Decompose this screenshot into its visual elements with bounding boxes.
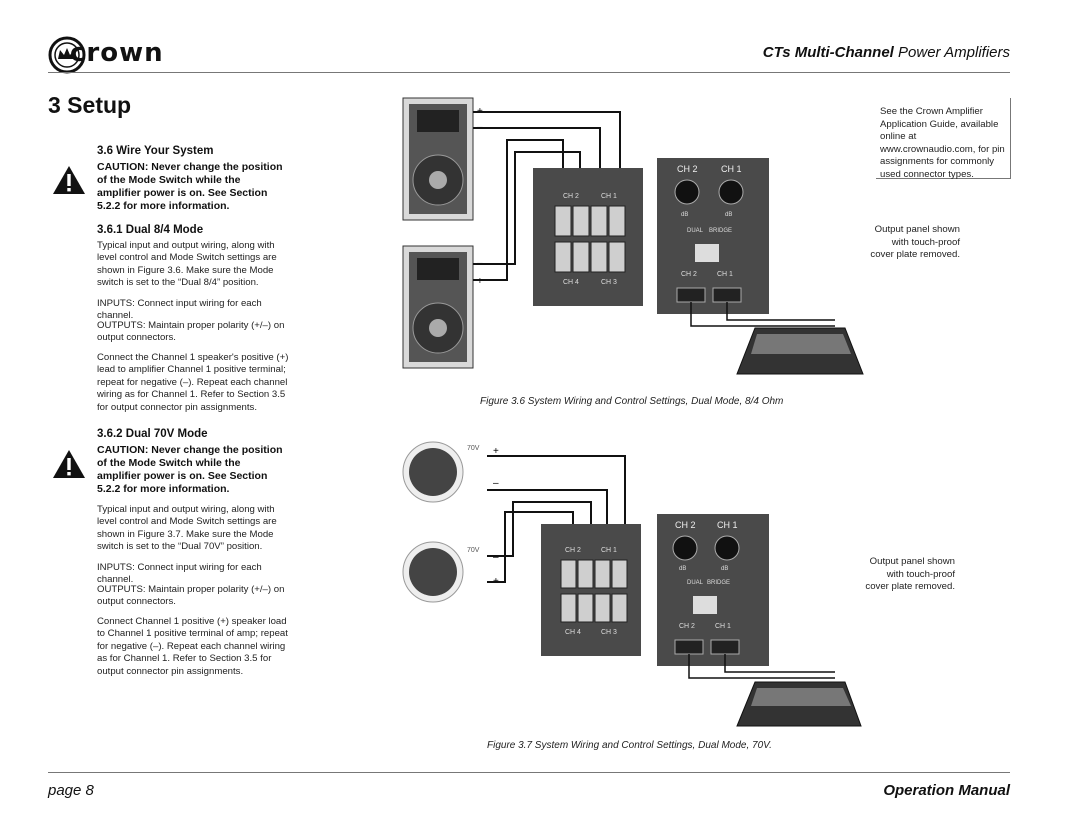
side-note: See the Crown Amplifier Application Guide, available online at www.crownaudio.com, for pin assignments for commonly used connector types. <box>880 106 1005 180</box>
polarity-minus-label: – <box>477 122 483 133</box>
polarity-minus-label: – <box>477 258 483 269</box>
dual84-p4: Connect the Channel 1 speaker's positive (+) lead to amplifier Channel 1 positive terminal; repeat for negative (–). Repeat each channel wiring as for Channel 1. Refer to Section 3.5 for output connector pin assignments. <box>97 352 289 413</box>
polarity-plus-label: + <box>493 576 499 587</box>
figure-3-6-caption: Figure 3.6 System Wiring and Control Settings, Dual Mode, 8/4 Ohm <box>480 396 784 407</box>
wire-caution: CAUTION: Never change the position of the Mode Switch while the amplifier power is on. See Section 5.2.2 for more information. <box>97 161 283 212</box>
ch1-label: CH 1 <box>715 623 731 630</box>
header-title-bold: CTs Multi-Channel <box>762 44 894 61</box>
polarity-minus-label: – <box>493 552 499 563</box>
amp-control-panel <box>657 158 769 314</box>
mixer-console-icon <box>737 682 861 726</box>
level-knob-icon <box>719 180 743 204</box>
db-label: dB <box>721 566 729 572</box>
dual84-p1: Typical input and output wiring, along with level control and Mode Switch settings are shown in Figure 3.6. Make sure the Mode switch is set to the “Dual 8/4” position. <box>97 240 277 289</box>
footer-rule <box>48 772 1010 773</box>
dual70-heading: 3.6.2 Dual 70V Mode <box>97 428 208 440</box>
level-knob-icon <box>715 536 739 560</box>
ch4-label: CH 4 <box>565 629 581 636</box>
70v-label: 70V <box>467 445 480 452</box>
figure-3-6-diagram <box>395 92 875 392</box>
output-connector-icon <box>677 288 705 302</box>
dual70-p1: Typical input and output wiring, along with level control and Mode Switch settings are shown in Figure 3.7. Make sure the Mode switch is set to the “Dual 70V” position. <box>97 504 277 553</box>
level-knob-icon <box>675 180 699 204</box>
brand-wordmark: crown <box>70 38 164 68</box>
section-title: 3 Setup <box>48 92 132 118</box>
dual70-p4: Connect Channel 1 positive (+) speaker load to Channel 1 positive terminal of amp; repeat for negative (–). Repeat each channel wiring as for Channel 1. Refer to Section 3.5 for output connector pin assignments. <box>97 616 288 677</box>
db-label: dB <box>679 566 687 572</box>
dual-label: DUAL <box>687 580 704 586</box>
ch1-label: CH 1 <box>717 520 738 530</box>
figure-3-7-caption: Figure 3.7 System Wiring and Control Settings, Dual Mode, 70V. <box>487 740 772 751</box>
polarity-minus-label: – <box>493 478 499 489</box>
dual70-caution: CAUTION: Never change the position of the Mode Switch while the amplifier power is on. See Section 5.2.2 for more information. <box>97 444 283 495</box>
polarity-plus-label: + <box>477 276 483 287</box>
amp-output-panel <box>541 524 641 656</box>
header-rule <box>48 72 1010 73</box>
dual-label: DUAL <box>687 228 704 234</box>
header-title-rest: Power Amplifiers <box>893 44 1010 61</box>
ch1-label: CH 1 <box>721 164 742 174</box>
ch3-label: CH 3 <box>601 279 617 286</box>
db-label: dB <box>681 212 689 218</box>
wall-speaker-icon <box>403 98 473 220</box>
mode-switch-icon <box>693 596 717 614</box>
wire-heading: 3.6 Wire Your System <box>97 145 214 157</box>
bridge-label: BRIDGE <box>707 580 731 586</box>
output-connector-icon <box>675 640 703 654</box>
output-connector-icon <box>713 288 741 302</box>
ch2-label: CH 2 <box>563 193 579 200</box>
70v-label: 70V <box>467 547 480 554</box>
dual70-p3: OUTPUTS: Maintain proper polarity (+/–) on output connectors. <box>97 584 285 608</box>
amp-output-panel <box>533 168 643 306</box>
dual84-p3: OUTPUTS: Maintain proper polarity (+/–) on output connectors. <box>97 320 285 344</box>
mode-switch-icon <box>695 244 719 262</box>
wall-speaker-icon <box>403 246 473 368</box>
level-knob-icon <box>673 536 697 560</box>
panel-note-2: Output panel shown with touch-proof cover plate removed. <box>865 556 955 592</box>
ch4-label: CH 4 <box>563 279 579 286</box>
ceiling-speaker-icon <box>403 442 463 502</box>
ceiling-speaker-icon <box>403 542 463 602</box>
header-title <box>763 44 1010 61</box>
amp-control-panel <box>657 514 769 666</box>
ch2-label: CH 2 <box>681 271 697 278</box>
bridge-label: BRIDGE <box>709 228 733 234</box>
dual84-heading: 3.6.1 Dual 8/4 Mode <box>97 224 204 236</box>
dual84-p2: INPUTS: Connect input wiring for each channel. <box>97 298 262 322</box>
ch2-label: CH 2 <box>675 520 696 530</box>
ch2-label: CH 2 <box>679 623 695 630</box>
ch2-label: CH 2 <box>565 547 581 554</box>
ch2-label: CH 2 <box>677 164 698 174</box>
footer-manual-title: Operation Manual <box>883 782 1010 799</box>
ch1-label: CH 1 <box>717 271 733 278</box>
polarity-plus-label: + <box>477 106 483 117</box>
warning-icon <box>52 449 86 479</box>
ch1-label: CH 1 <box>601 547 617 554</box>
polarity-plus-label: + <box>493 446 499 457</box>
ch3-label: CH 3 <box>601 629 617 636</box>
panel-note-1: Output panel shown with touch-proof cover plate removed. <box>870 224 960 260</box>
mixer-console-icon <box>737 328 863 374</box>
dual70-p2: INPUTS: Connect input wiring for each channel. <box>97 562 262 586</box>
warning-icon <box>52 165 86 195</box>
output-connector-icon <box>711 640 739 654</box>
page-number: page 8 <box>48 782 94 799</box>
figure-3-7-diagram <box>395 436 875 731</box>
db-label: dB <box>725 212 733 218</box>
ch1-label: CH 1 <box>601 193 617 200</box>
